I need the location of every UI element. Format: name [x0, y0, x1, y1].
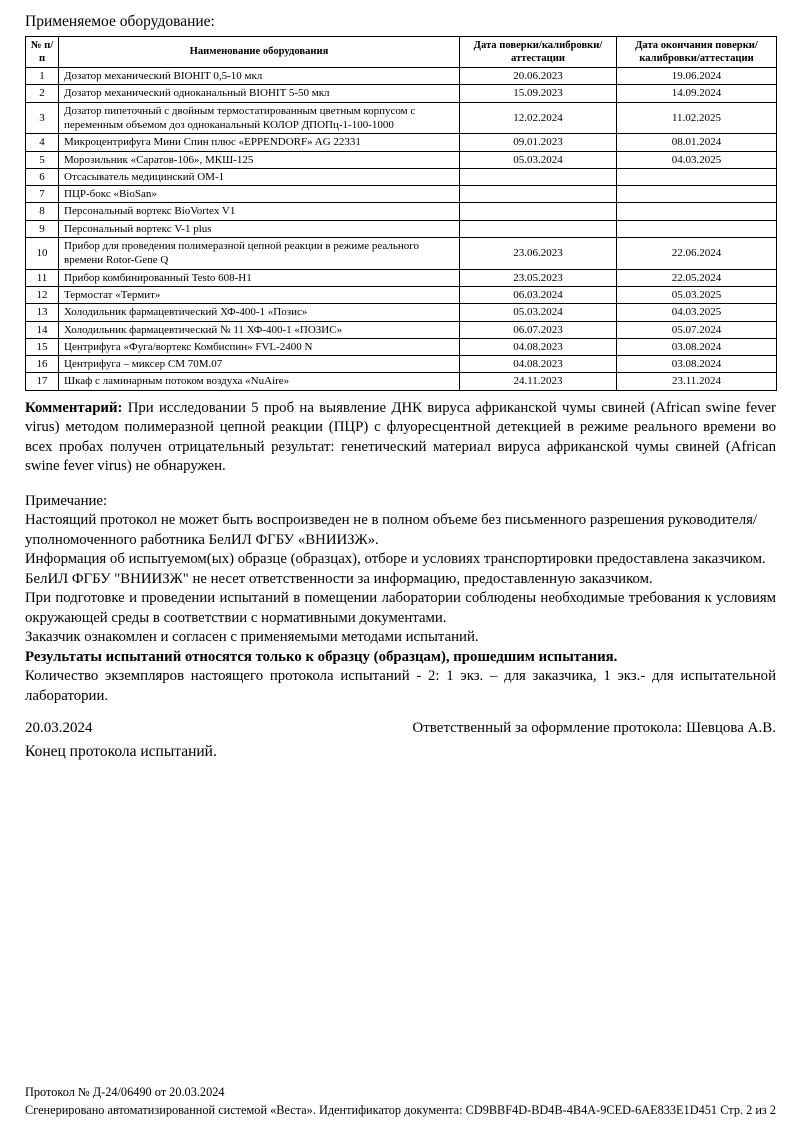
- note-line: БелИЛ ФГБУ "ВНИИЗЖ" не несет ответственности за информацию, предоставленную заказчиком.: [25, 570, 653, 587]
- equipment-name-cell: Микроцентрифуга Мини Спин плюс «EPPENDORF» AG 22331: [59, 134, 460, 151]
- footer-protocol-number: Протокол № Д-24/06490 от 20.03.2024: [25, 1085, 225, 1100]
- date-end-cell: 05.07.2024: [617, 321, 777, 338]
- table-row: [26, 203, 777, 220]
- table-row: [26, 134, 777, 151]
- row-number-cell: 1: [26, 68, 59, 85]
- row-number-cell: 6: [26, 168, 59, 185]
- page-footer: [25, 1084, 776, 1120]
- table-header-row: [26, 36, 777, 67]
- signature-row: [25, 719, 776, 739]
- table-row: [26, 151, 777, 168]
- table-row: [26, 286, 777, 303]
- date-check-cell: 12.02.2024: [460, 102, 617, 134]
- row-number-cell: 7: [26, 186, 59, 203]
- header-date-end: Дата окончания поверки/калибровки/аттестации: [617, 36, 777, 67]
- date-end-cell: [617, 220, 777, 237]
- row-number-cell: 9: [26, 220, 59, 237]
- table-row: [26, 356, 777, 373]
- comment-paragraph: [25, 399, 776, 477]
- date-end-cell: 03.08.2024: [617, 338, 777, 355]
- date-check-cell: 09.01.2023: [460, 134, 617, 151]
- row-number-cell: 11: [26, 269, 59, 286]
- table-row: [26, 168, 777, 185]
- header-date-check: Дата поверки/калибровки/аттестации: [460, 36, 617, 67]
- equipment-name-cell: Прибор комбинированный Testo 608-H1: [59, 269, 460, 286]
- note-line: Результаты испытаний относятся только к образцу (образцам), прошедшим испытания.: [25, 648, 618, 665]
- end-of-protocol: Конец протокола испытаний.: [25, 742, 217, 760]
- date-check-cell: [460, 203, 617, 220]
- date-check-cell: 04.08.2023: [460, 338, 617, 355]
- equipment-name-cell: Холодильник фармацевтический № 11 ХФ-400-1 «ПОЗИС»: [59, 321, 460, 338]
- row-number-cell: 17: [26, 373, 59, 390]
- table-row: [26, 321, 777, 338]
- row-number-cell: 2: [26, 85, 59, 102]
- note-line: Информация об испытуемом(ых) образце (образцах), отборе и условиях транспортировки предоставлена заказчиком.: [25, 551, 766, 568]
- table-row: [26, 304, 777, 321]
- date-end-cell: 22.05.2024: [617, 269, 777, 286]
- equipment-name-cell: Персональный вортекс BioVortex V1: [59, 203, 460, 220]
- date-check-cell: [460, 220, 617, 237]
- table-row: [26, 269, 777, 286]
- equipment-name-cell: Центрифуга «Фуга/вортекс Комбиспин» FVL-2400 N: [59, 338, 460, 355]
- footer-generated-info: Сгенерировано автоматизированной системой «Веста». Идентификатор документа: CD9BBF4D-BD4B-4B4A-9CED-6AE833E1D451: [25, 1103, 718, 1118]
- row-number-cell: 13: [26, 304, 59, 321]
- responsible-person: Ответственный за оформление протокола: Шевцова А.В.: [412, 720, 776, 737]
- equipment-name-cell: Шкаф с ламинарным потоком воздуха «NuAire»: [59, 373, 460, 390]
- date-check-cell: 24.11.2023: [460, 373, 617, 390]
- date-end-cell: [617, 203, 777, 220]
- date-check-cell: [460, 168, 617, 185]
- date-end-cell: 04.03.2025: [617, 151, 777, 168]
- table-row: [26, 68, 777, 85]
- row-number-cell: 8: [26, 203, 59, 220]
- comment-label: Комментарий:: [25, 399, 123, 416]
- row-number-cell: 10: [26, 238, 59, 270]
- date-check-cell: [460, 186, 617, 203]
- row-number-cell: 4: [26, 134, 59, 151]
- note-line: Примечание:: [25, 492, 108, 509]
- header-equipment-name: Наименование оборудования: [59, 36, 460, 67]
- equipment-name-cell: Персональный вортекс V-1 plus: [59, 220, 460, 237]
- equipment-name-cell: Холодильник фармацевтический ХФ-400-1 «Позис»: [59, 304, 460, 321]
- row-number-cell: 5: [26, 151, 59, 168]
- equipment-name-cell: Отсасыватель медицинский ОМ-1: [59, 168, 460, 185]
- date-check-cell: 05.03.2024: [460, 304, 617, 321]
- date-check-cell: 06.07.2023: [460, 321, 617, 338]
- date-end-cell: 14.09.2024: [617, 85, 777, 102]
- note-line: Количество экземпляров настоящего протокола испытаний - 2: 1 экз. – для заказчика, 1 экз.- для испытательной лаборатории.: [25, 668, 776, 704]
- equipment-name-cell: Морозильник «Саратов-106», МКШ-125: [59, 151, 460, 168]
- date-end-cell: 11.02.2025: [617, 102, 777, 134]
- table-row: [26, 338, 777, 355]
- date-end-cell: 23.11.2024: [617, 373, 777, 390]
- date-check-cell: 15.09.2023: [460, 85, 617, 102]
- equipment-table-body: [26, 68, 777, 391]
- row-number-cell: 3: [26, 102, 59, 134]
- table-row: [26, 85, 777, 102]
- date-check-cell: 23.06.2023: [460, 238, 617, 270]
- table-row: [26, 220, 777, 237]
- table-row: [26, 373, 777, 390]
- header-number: № п/п: [26, 36, 59, 67]
- row-number-cell: 16: [26, 356, 59, 373]
- date-end-cell: [617, 168, 777, 185]
- equipment-name-cell: Прибор для проведения полимеразной цепной реакции в режиме реального времени Rotor-Gene Q: [59, 238, 460, 270]
- date-check-cell: 23.05.2023: [460, 269, 617, 286]
- equipment-name-cell: ПЦР-бокс «BioSan»: [59, 186, 460, 203]
- equipment-name-cell: Дозатор механический BIOHIT 0,5-10 мкл: [59, 68, 460, 85]
- equipment-name-cell: Дозатор механический одноканальный BIOHIT 5-50 мкл: [59, 85, 460, 102]
- note-line: Настоящий протокол не может быть воспроизведен не в полном объеме без письменного разрешения руководителя/уполномоченного работника БелИЛ ФГБУ «ВНИИЗЖ».: [25, 512, 758, 548]
- row-number-cell: 14: [26, 321, 59, 338]
- equipment-name-cell: Термостат «Термит»: [59, 286, 460, 303]
- date-end-cell: 05.03.2025: [617, 286, 777, 303]
- date-check-cell: 04.08.2023: [460, 356, 617, 373]
- equipment-name-cell: Центрифуга – миксер СМ 70М.07: [59, 356, 460, 373]
- table-row: [26, 238, 777, 270]
- section-title: Применяемое оборудование:: [25, 13, 215, 30]
- date-end-cell: 04.03.2025: [617, 304, 777, 321]
- note-line: При подготовке и проведении испытаний в помещении лаборатории соблюдены необходимые требования к условиям окружающей среды в соответствии с нормативными документами.: [25, 590, 776, 626]
- date-check-cell: 05.03.2024: [460, 151, 617, 168]
- equipment-name-cell: Дозатор пипеточный с двойным термостатированным цветным корпусом с переменным объемом доз одноканальный КОЛОР ДПОПц-1-100-1000: [59, 102, 460, 134]
- comment-text: При исследовании 5 проб на выявление ДНК вируса африканской чумы свиней (African swine fever virus) методом полимеразной цепной реакции (ПЦР) с флуоресцентной детекцией в режиме реального времени во всех пробах получен отрицательный результат: генетический материал вируса африканской чумы свиней (African swine fever virus) не обнаружен.: [25, 399, 776, 475]
- protocol-date: 20.03.2024: [25, 720, 93, 737]
- footer-second-row: [25, 1102, 776, 1120]
- table-row: [26, 186, 777, 203]
- date-end-cell: 08.01.2024: [617, 134, 777, 151]
- date-end-cell: 03.08.2024: [617, 356, 777, 373]
- date-end-cell: 22.06.2024: [617, 238, 777, 270]
- date-end-cell: [617, 186, 777, 203]
- date-check-cell: 06.03.2024: [460, 286, 617, 303]
- notes-section: [25, 492, 776, 707]
- note-line: Заказчик ознакомлен и согласен с применяемыми методами испытаний.: [25, 629, 479, 646]
- row-number-cell: 12: [26, 286, 59, 303]
- footer-page-number: Стр. 2 из 2: [720, 1103, 776, 1118]
- equipment-table: [25, 36, 777, 391]
- date-check-cell: 20.06.2023: [460, 68, 617, 85]
- row-number-cell: 15: [26, 338, 59, 355]
- date-end-cell: 19.06.2024: [617, 68, 777, 85]
- table-row: [26, 102, 777, 134]
